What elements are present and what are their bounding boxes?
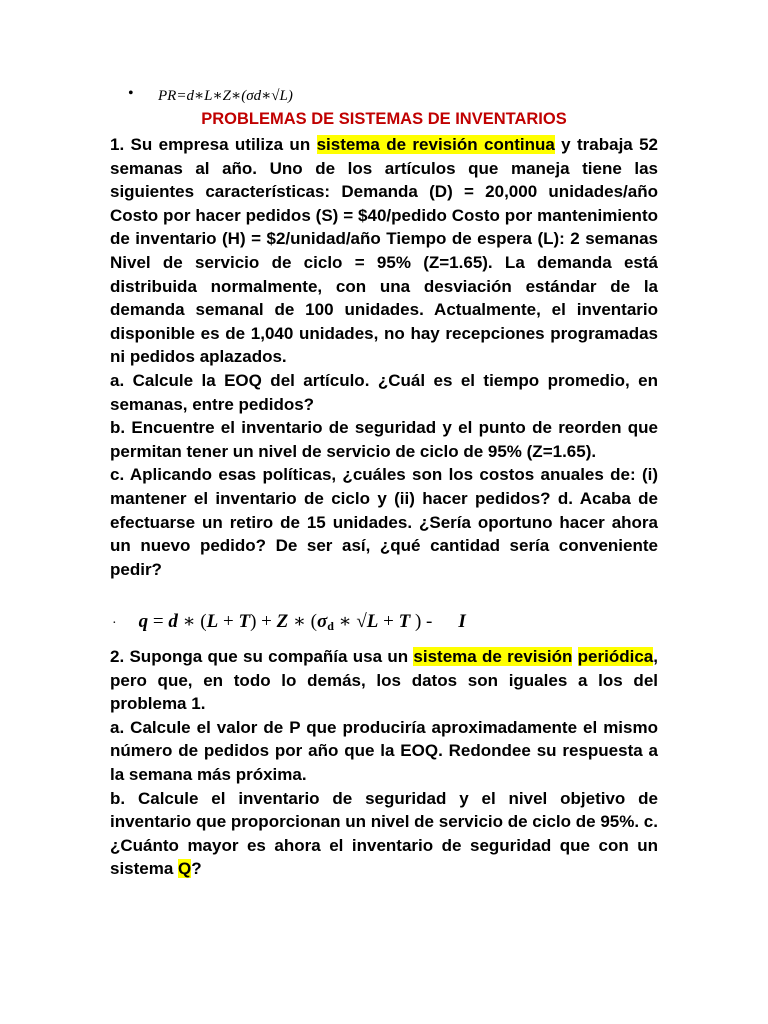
- problem-2-intro-text: 2. Suponga que su compañía usa un: [110, 647, 414, 666]
- problem-2-intro: [110, 645, 658, 716]
- formula-op: ∗ (: [177, 611, 207, 632]
- problem-2-part-a: a. Calcule el valor de P que produciría aproximadamente el mismo número de pedidos por año que la EOQ. Redondee su respuesta a la semana más próxima.: [110, 717, 658, 784]
- formula-L: L: [206, 611, 219, 632]
- problem-2-part-b-text: b. Calcule el inventario de seguridad y el nivel objetivo de inventario que proporcionan un nivel de servicio de ciclo de 95%. c. ¿Cuánto mayor es ahora el inventario de seguridad que con un sistema: [110, 788, 658, 879]
- formula-Z: Z: [276, 611, 289, 632]
- problem-1-part-a: a. Calcule la EOQ del artículo. ¿Cuál es el tiempo promedio, en semanas, entre pedidos?: [110, 370, 658, 414]
- page-title: PROBLEMAS DE SISTEMAS DE INVENTARIOS: [201, 110, 567, 128]
- highlight-continuous-review: sistema de revisión continua: [316, 135, 555, 154]
- formula-plus: +: [378, 611, 399, 632]
- formula-plus: +: [218, 611, 239, 632]
- formula-op: ) -: [410, 611, 433, 632]
- bullet-icon: •: [128, 85, 134, 102]
- problem-1-part-c: c. Aplicando esas políticas, ¿cuáles son los costos anuales de: (i) mantener el inventario de ciclo y (ii) hacer pedidos? d. Acaba de efectuarse un retiro de 15 unidades. ¿Sería oportuno hacer ahora un nuevo pedido? De ser así, ¿qué cantidad sería conveniente pedir?: [110, 465, 658, 579]
- highlight-q: Q: [178, 859, 192, 879]
- formula-sigma-sub: d: [327, 619, 334, 633]
- formula-T: T: [398, 611, 411, 632]
- problem-2-part-b-end: ?: [191, 859, 202, 879]
- formula-op: ∗ (: [288, 611, 317, 632]
- problem-2-intro-rest: , pero que, en todo lo demás, los datos son iguales a los del problema 1.: [110, 647, 658, 714]
- problem-2-part-b: [110, 787, 658, 881]
- problem-1-part-b: b. Encuentre el inventario de seguridad y el punto de reorden que permitan tener un nivel de servicio de ciclo de 95% (Z=1.65).: [110, 418, 658, 461]
- problem-1-intro: [110, 133, 658, 369]
- formula-I: I: [458, 611, 466, 632]
- bullet-icon: ·: [112, 616, 117, 631]
- problem-1-intro-text: 1. Su empresa utiliza un: [110, 135, 317, 154]
- formula-op: ) +: [250, 611, 277, 632]
- formula-equals: =: [148, 611, 169, 632]
- formula-sigma: σ: [316, 611, 328, 632]
- highlight-periodic: periódica: [577, 647, 654, 666]
- highlight-periodic-review: sistema de revisión: [413, 647, 573, 666]
- problem-1: [110, 133, 658, 581]
- formula-q: q: [138, 611, 149, 632]
- formula-sqrt: ∗ √: [333, 611, 367, 632]
- problem-2-space: [572, 647, 577, 666]
- formula-L: L: [366, 611, 379, 632]
- order-quantity-formula: [112, 610, 466, 634]
- formula-d: d: [168, 611, 178, 632]
- formula-T: T: [238, 611, 251, 632]
- formula-expression: PR=d∗L∗Z∗(σd∗√L): [158, 88, 293, 104]
- problem-2: [110, 645, 658, 881]
- problem-1-intro-rest: y trabaja 52 semanas al año. Uno de los artículos que maneja tiene las siguientes características: Demanda (D) = 20,000 unidades/año Costo por hacer pedidos (S) = $40/pedido Costo por mantenimiento de inventario (H) = $2/unidad/año Tiempo de espera (L): 2 semanas Nivel de servicio de ciclo = 95% (Z=1.65). La demanda está distribuida normalmente, con una desviación estándar de la demanda semanal de 100 unidades. Actualmente, el inventario disponible es de 1,040 unidades, no hay recepciones programadas ni pedidos aplazados.: [110, 135, 659, 367]
